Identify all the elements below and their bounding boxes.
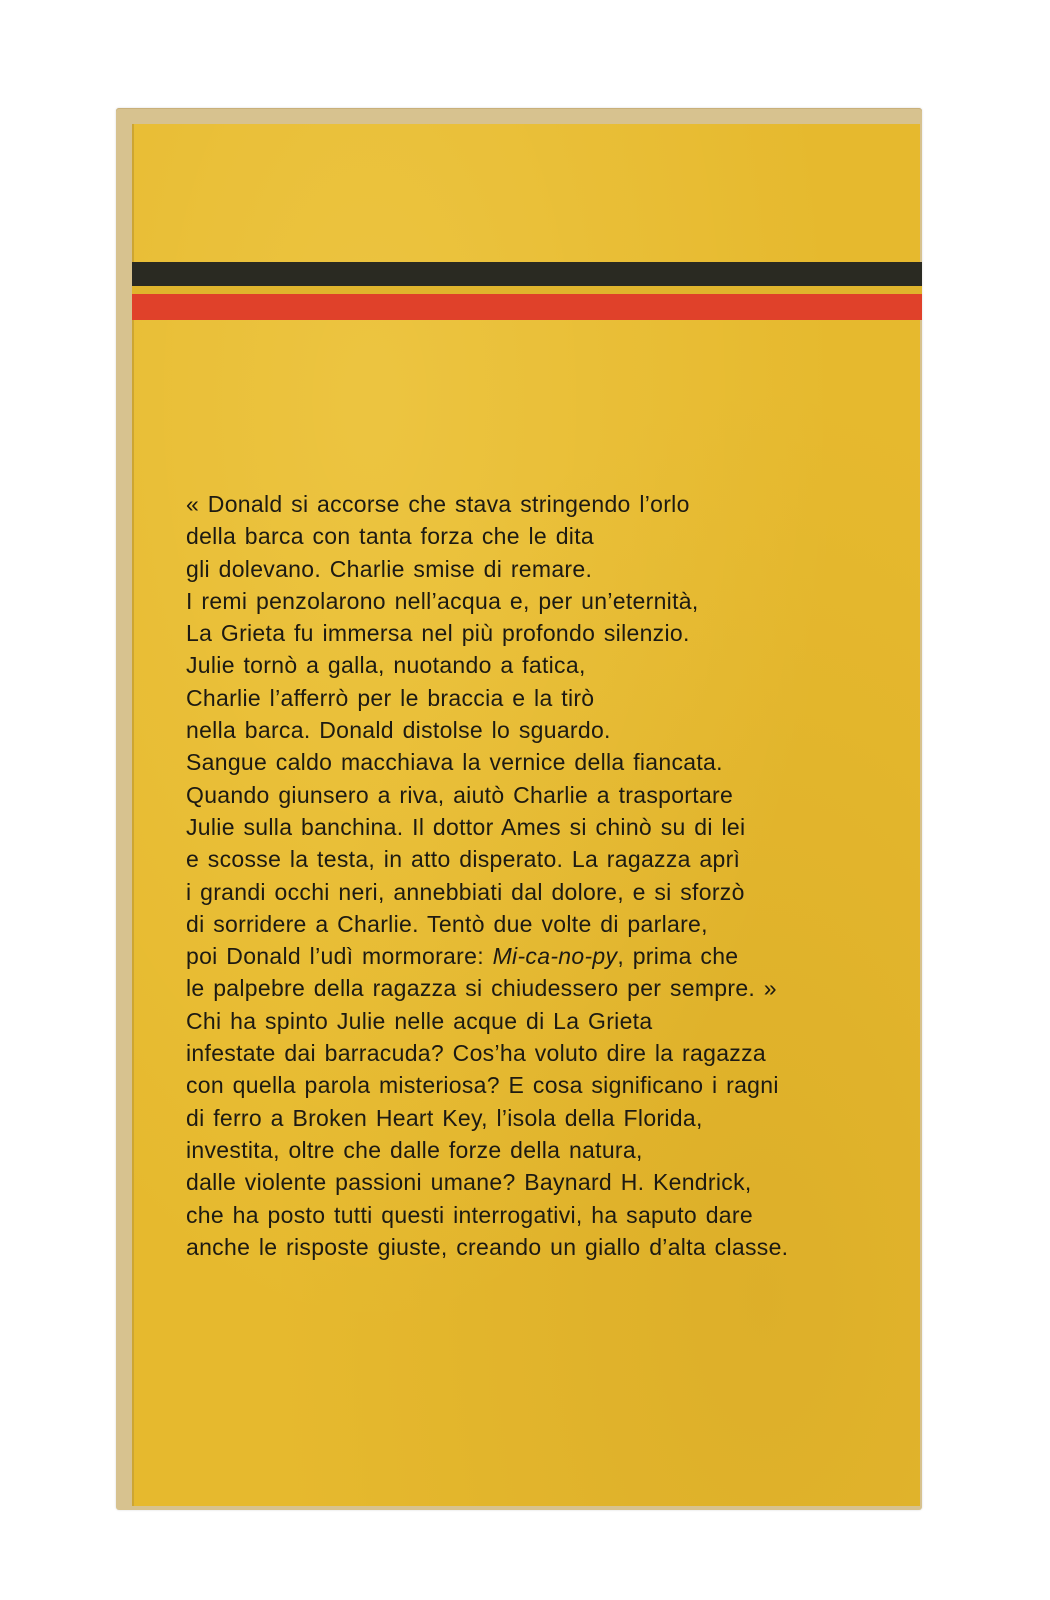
blurb-line: con quella parola misteriosa? E cosa significano i ragni <box>186 1072 779 1099</box>
blurb-line: e scosse la testa, in atto disperato. La ragazza aprì <box>186 846 741 873</box>
blurb-line: della barca con tanta forza che le dita <box>186 523 594 550</box>
blurb-line: dalle violente passioni umane? Baynard H. Kendrick, <box>186 1169 752 1196</box>
blurb-line: nella barca. Donald distolse lo sguardo. <box>186 717 611 744</box>
blurb-line: le palpebre della ragazza si chiudessero per sempre. » <box>186 975 777 1002</box>
blurb-line: Charlie l’afferrò per le braccia e la tirò <box>186 684 595 711</box>
stripe-separator <box>132 286 922 294</box>
blurb-line: I remi penzolarono nell’acqua e, per un’eternità, <box>186 587 699 614</box>
blurb-line: Sangue caldo macchiava la vernice della fiancata. <box>186 749 723 776</box>
blurb-line: di ferro a Broken Heart Key, l’isola della Florida, <box>186 1104 703 1131</box>
blurb-line: i grandi occhi neri, annebbiati dal dolore, e si sforzò <box>186 878 745 905</box>
red-stripe <box>132 294 922 320</box>
blurb-line: infestate dai barracuda? Cos’ha voluto dire la ragazza <box>186 1040 766 1067</box>
blurb-line: Quando giunsero a riva, aiutò Charlie a trasportare <box>186 781 734 808</box>
blurb-line: « Donald si accorse che stava stringendo l’orlo <box>186 491 690 517</box>
blurb-line: che ha posto tutti questi interrogativi, ha saputo dare <box>186 1201 753 1228</box>
blurb-line: Chi ha spinto Julie nelle acque di La Grieta <box>186 1007 653 1034</box>
blurb-line: gli dolevano. Charlie smise di remare. <box>186 555 593 582</box>
blurb-text-after: , prima che <box>617 943 739 970</box>
blurb-line: di sorridere a Charlie. Tentò due volte di parlare, <box>186 910 708 937</box>
black-stripe <box>132 262 922 286</box>
blurb-line: Julie tornò a galla, nuotando a fatica, <box>186 652 586 679</box>
blurb-line: Julie sulla banchina. Il dottor Ames si chinò su di lei <box>186 813 746 840</box>
blurb-line-with-italic <box>186 940 876 972</box>
italic-word: Mi-ca-no-py <box>492 943 618 970</box>
blurb-text-before: poi Donald l’udì mormorare: <box>186 943 493 970</box>
blurb-text <box>186 488 876 1263</box>
blurb-line: anche le risposte giuste, creando un giallo d’alta classe. <box>186 1233 789 1260</box>
blurb-line: investita, oltre che dalle forze della natura, <box>186 1136 643 1163</box>
blurb-line: La Grieta fu immersa nel più profondo silenzio. <box>186 620 690 647</box>
